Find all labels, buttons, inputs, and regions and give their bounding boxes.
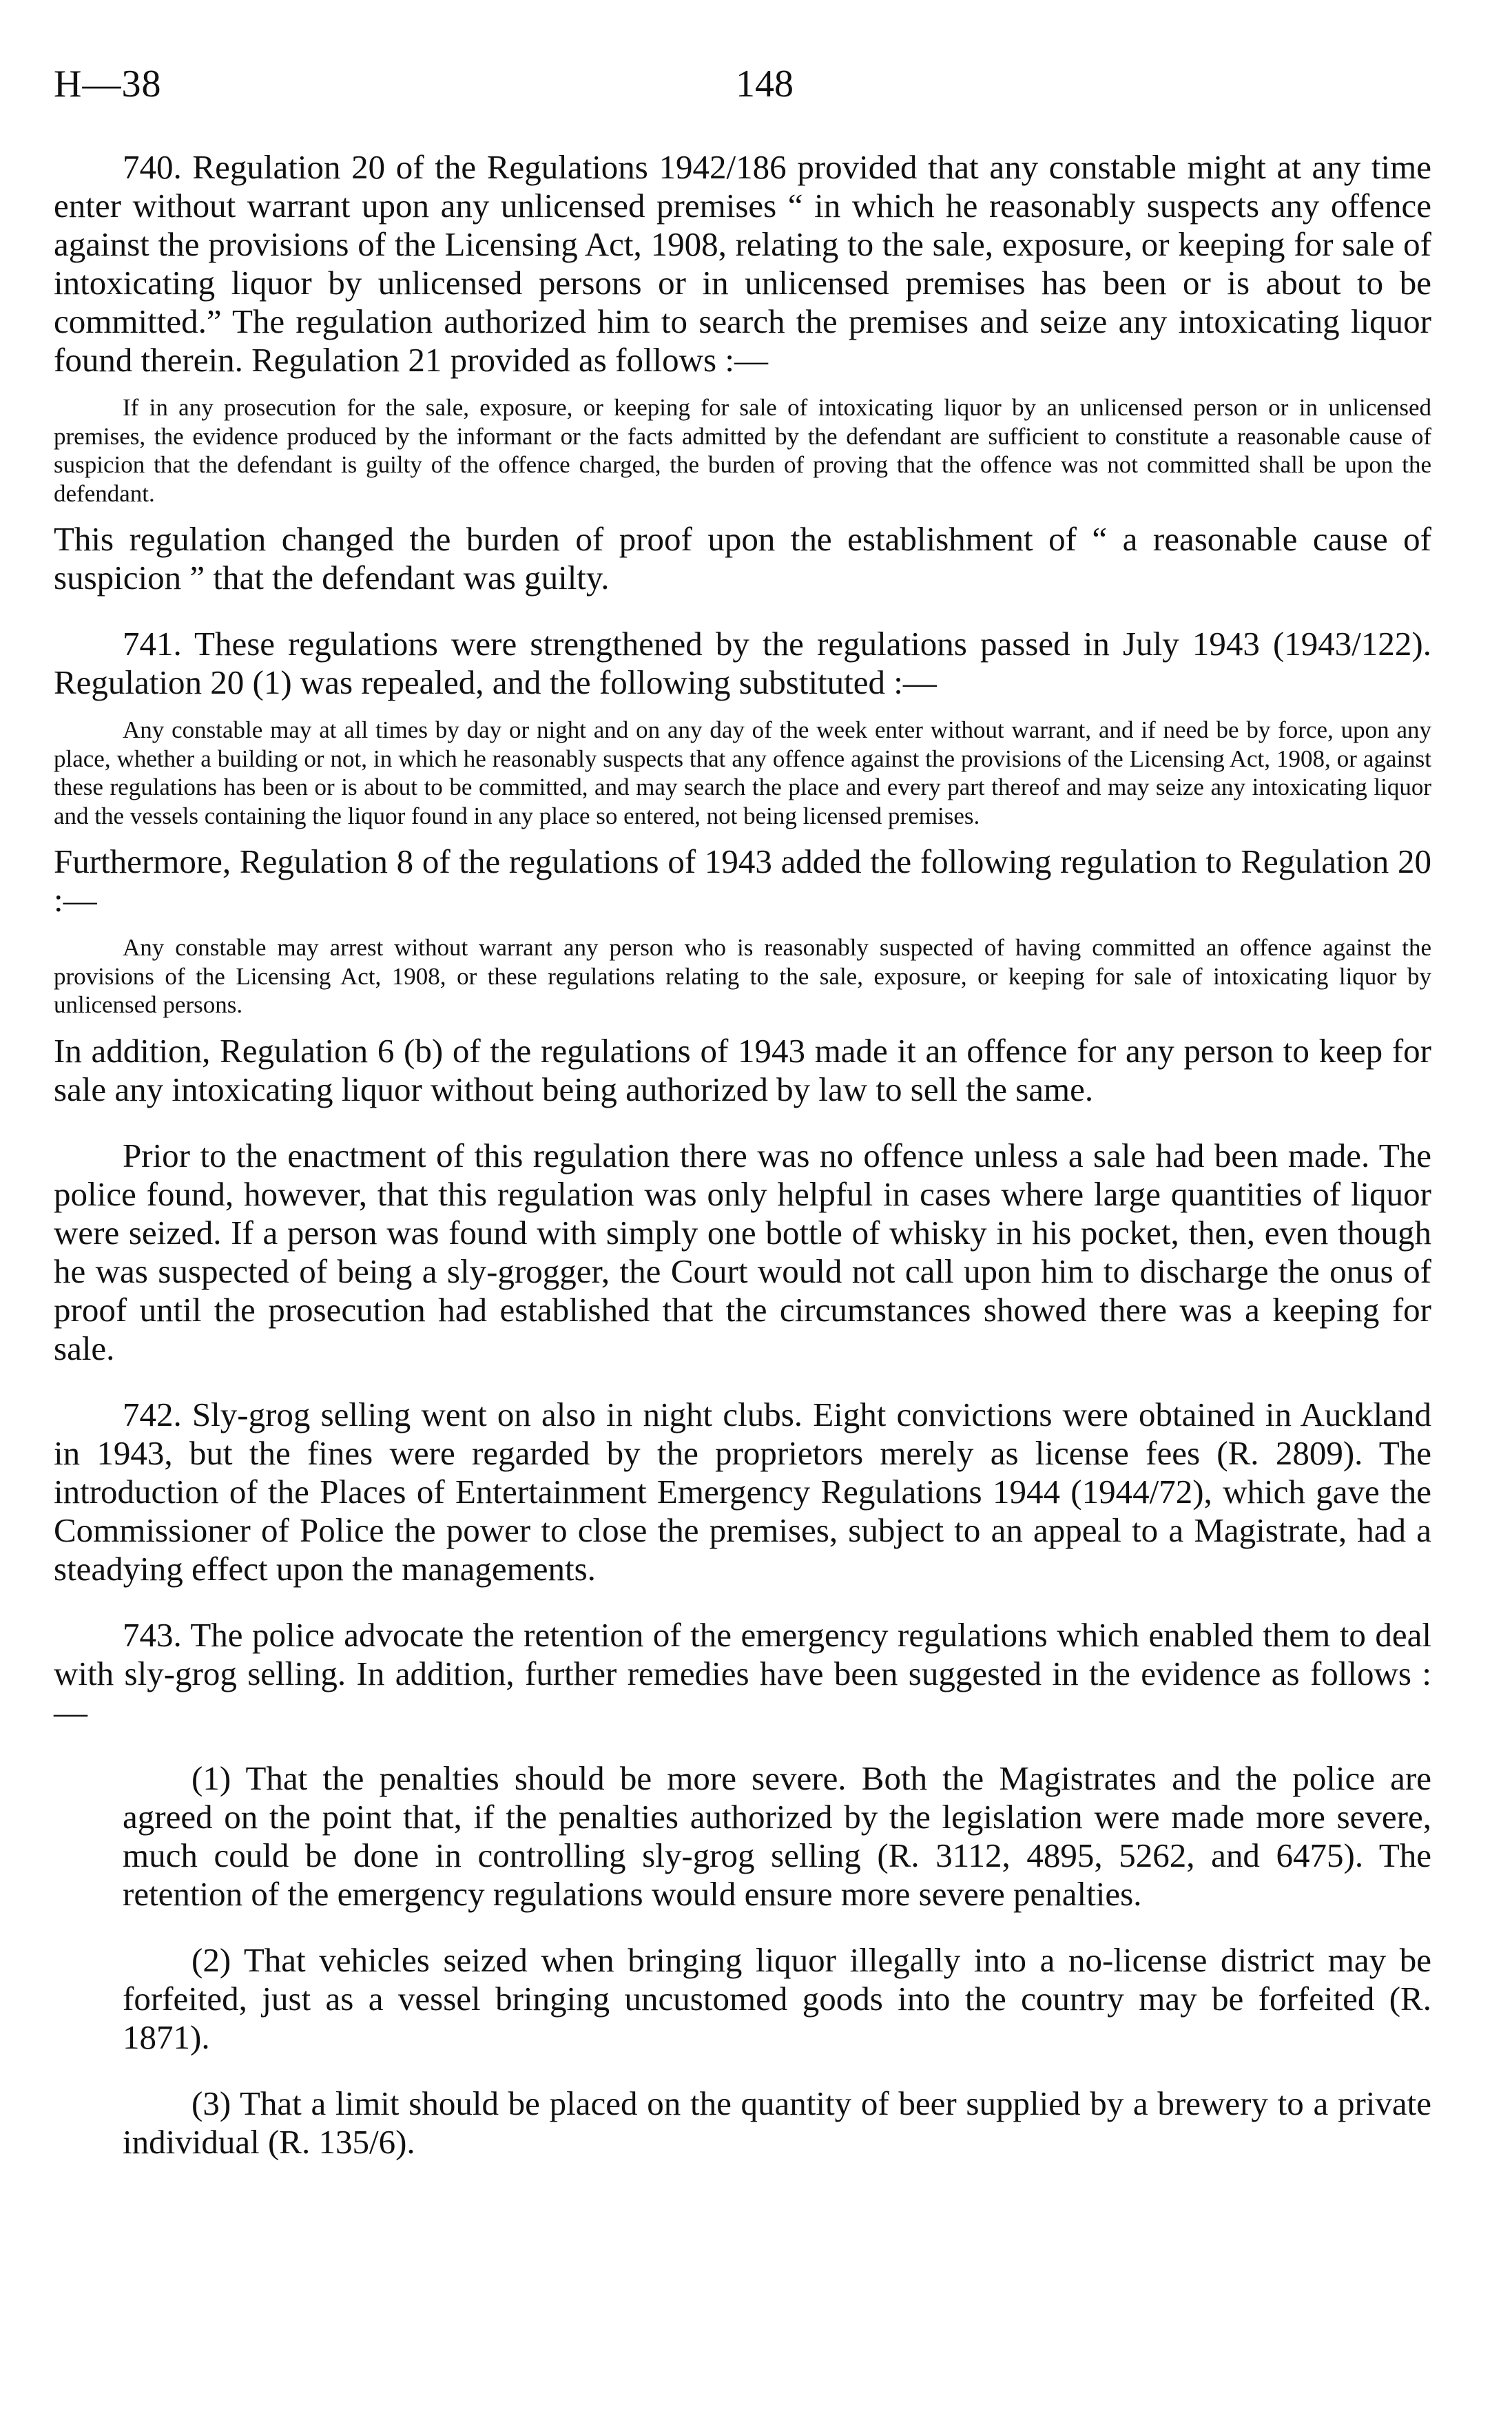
remedy-item: (2) That vehicles seized when bringing liquor illegally into a no-license district may be forfeited, just as a vessel bringing uncustomed goods into the country may be forfeited (R. 1871).	[123, 1940, 1431, 2056]
paragraph-741-furthermore: Furthermore, Regulation 8 of the regulations of 1943 added the following regulation to Regulation 20 :—	[54, 842, 1431, 919]
quoted-regulation-8: Any constable may arrest without warrant any person who is reasonably suspected of having committed an offence against the provisions of the Licensing Act, 1908, or these regulations relating to the sale, exposure, or keeping for sale of intoxicating liquor by unlicensed persons.	[54, 934, 1431, 1018]
page-header	[54, 62, 1458, 117]
document-reference: H—38	[54, 63, 162, 105]
remedy-item: (1) That the penalties should be more severe. Both the Magistrates and the police are agreed on the point that, if the penalties authorized by the legislation were made more severe, much could be done in controlling sly-grog selling (R. 3112, 4895, 5262, and 6475). The retention of the emergency regulations would ensure more severe penalties.	[123, 1759, 1431, 1913]
paragraph-740: 740. Regulation 20 of the Regulations 1942/186 provided that any constable might at any time enter without warrant upon any unlicensed premises “ in which he reasonably suspects any offence against the provisions of the Licensing Act, 1908, relating to the sale, exposure, or keeping for sale of intoxicating liquor by unlicensed persons or in unlicensed premises has been or is about to be committed.” The regulation authorized him to search the premises and seize any intoxicating liquor found therein. Regulation 21 provided as follows :—	[54, 148, 1431, 379]
page-number: 148	[736, 63, 794, 105]
paragraph-741-prior: Prior to the enactment of this regulation there was no offence unless a sale had been made. The police found, however, that this regulation was only helpful in cases where large quantities of liquor were seized. If a person was found with simply one bottle of whisky in his pocket, then, even though he was suspected of being a sly-grogger, the Court would not call upon him to discharge the onus of proof until the prosecution had established that the circumstances showed there was a keeping for sale.	[54, 1136, 1431, 1367]
paragraph-741-in-addition: In addition, Regulation 6 (b) of the regulations of 1943 made it an offence for any person to keep for sale any intoxicating liquor without being authorized by law to sell the same.	[54, 1031, 1431, 1108]
quoted-regulation-20-1: Any constable may at all times by day or night and on any day of the week enter without warrant, and if need be by force, upon any place, whether a building or not, in which he reasonably suspects that any offence against the provisions of the Licensing Act, 1908, or against these regulations has been or is about to be committed, and may search the place and every part thereof and may seize any intoxicating liquor and the vessels containing the liquor found in any place so entered, not being licensed premises.	[54, 716, 1431, 829]
paragraph-741: 741. These regulations were strengthened by the regulations passed in July 1943 (1943/122). Regulation 20 (1) was repealed, and the following substituted :—	[54, 625, 1431, 701]
page-body	[54, 148, 1431, 2162]
paragraph-743: 743. The police advocate the retention of the emergency regulations which enabled them to deal with sly-grog selling. In addition, further remedies have been suggested in the evidence as follows :—	[54, 1615, 1431, 1731]
paragraph-740-continued: This regulation changed the burden of proof upon the establishment of “ a reasonable cause of suspicion ” that the defendant was guilty.	[54, 520, 1431, 597]
remedy-item: (3) That a limit should be placed on the quantity of beer supplied by a brewery to a private individual (R. 135/6).	[123, 2084, 1431, 2161]
paragraph-742: 742. Sly-grog selling went on also in night clubs. Eight convictions were obtained in Auckland in 1943, but the fines were regarded by the proprietors merely as license fees (R. 2809). The introduction of the Places of Entertainment Emergency Regulations 1944 (1944/72), which gave the Commissioner of Police the power to close the premises, subject to an appeal to a Magistrate, had a steadying effect upon the managements.	[54, 1395, 1431, 1588]
quoted-regulation-21: If in any prosecution for the sale, exposure, or keeping for sale of intoxicating liquor by an unlicensed person or in unlicensed premises, the evidence produced by the informant or the facts admitted by the defendant are sufficient to constitute a reasonable cause of suspicion that the defendant is guilty of the offence charged, the burden of proving that the offence was not committed shall be upon the defendant.	[54, 394, 1431, 507]
